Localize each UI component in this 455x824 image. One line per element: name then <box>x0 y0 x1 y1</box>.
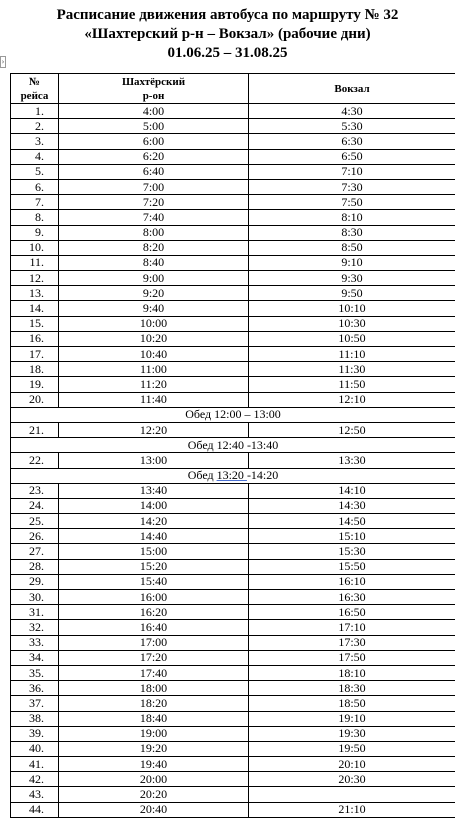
departure-to-cell: 14:50 <box>249 514 455 529</box>
trip-number-cell: 27. <box>11 544 59 559</box>
trip-number-cell: 10. <box>11 240 59 255</box>
departure-to-cell: 8:30 <box>249 225 455 240</box>
trip-number-cell: 44. <box>11 802 59 817</box>
departure-from-cell: 13:40 <box>59 483 249 498</box>
departure-to-cell: 12:50 <box>249 422 455 437</box>
trip-number-cell: 32. <box>11 620 59 635</box>
departure-from-cell: 19:00 <box>59 726 249 741</box>
table-row <box>11 362 455 377</box>
departure-from-cell: 11:40 <box>59 392 249 407</box>
departure-from-cell: 17:00 <box>59 635 249 650</box>
table-row <box>11 271 455 286</box>
departure-to-cell: 8:10 <box>249 210 455 225</box>
trip-number-cell: 39. <box>11 726 59 741</box>
trip-number-cell: 36. <box>11 681 59 696</box>
departure-to-cell: 6:30 <box>249 134 455 149</box>
trip-number-cell: 19. <box>11 377 59 392</box>
lunch-break-note <box>11 468 455 483</box>
trip-number-cell: 38. <box>11 711 59 726</box>
table-row <box>11 559 455 574</box>
lunch-note-prefix: Обед <box>187 468 217 483</box>
table-row <box>11 635 455 650</box>
departure-from-cell: 5:00 <box>59 119 249 134</box>
trip-number-cell: 42. <box>11 772 59 787</box>
departure-from-cell: 8:00 <box>59 225 249 240</box>
table-row <box>11 498 455 513</box>
departure-from-cell: 15:20 <box>59 559 249 574</box>
departure-from-cell: 8:40 <box>59 255 249 270</box>
table-row <box>11 696 455 711</box>
departure-to-cell: 19:10 <box>249 711 455 726</box>
trip-number-cell: 9. <box>11 225 59 240</box>
trip-number-cell: 26. <box>11 529 59 544</box>
table-row <box>11 665 455 680</box>
lunch-note-underlined-time: 13:20 <box>216 468 247 483</box>
table-row <box>11 149 455 164</box>
departure-to-cell: 4:30 <box>249 104 455 119</box>
table-row <box>11 164 455 179</box>
header-trip-number: № рейса <box>11 74 59 104</box>
departure-from-cell: 10:40 <box>59 347 249 362</box>
table-row <box>11 210 455 225</box>
departure-to-cell: 17:10 <box>249 620 455 635</box>
departure-to-cell: 14:10 <box>249 483 455 498</box>
trip-number-cell: 30. <box>11 590 59 605</box>
departure-from-cell: 17:40 <box>59 665 249 680</box>
header-from: Шахтёрский р-он <box>59 74 249 104</box>
table-row <box>11 240 455 255</box>
departure-to-cell: 9:30 <box>249 271 455 286</box>
departure-to-cell: 20:30 <box>249 772 455 787</box>
trip-number-cell: 43. <box>11 787 59 802</box>
trip-number-cell: 21. <box>11 422 59 437</box>
header-to: Вокзал <box>249 74 455 104</box>
departure-from-cell: 10:20 <box>59 331 249 346</box>
trip-number-cell: 4. <box>11 149 59 164</box>
title-line-3: 01.06.25 – 31.08.25 <box>167 45 288 61</box>
trip-number-cell: 41. <box>11 757 59 772</box>
departure-from-cell: 19:40 <box>59 757 249 772</box>
table-row <box>11 726 455 741</box>
trip-number-cell: 12. <box>11 271 59 286</box>
departure-from-cell: 11:00 <box>59 362 249 377</box>
table-row <box>11 134 455 149</box>
departure-from-cell: 14:20 <box>59 514 249 529</box>
departure-from-cell: 7:00 <box>59 179 249 194</box>
table-row <box>11 757 455 772</box>
departure-to-cell: 5:30 <box>249 119 455 134</box>
departure-from-cell: 15:40 <box>59 574 249 589</box>
departure-to-cell: 18:30 <box>249 681 455 696</box>
trip-number-cell: 17. <box>11 347 59 362</box>
departure-to-cell: 16:30 <box>249 590 455 605</box>
departure-from-cell: 14:00 <box>59 498 249 513</box>
departure-to-cell: 19:50 <box>249 741 455 756</box>
table-row <box>11 104 455 119</box>
trip-number-cell: 35. <box>11 665 59 680</box>
departure-from-cell: 10:00 <box>59 316 249 331</box>
trip-number-cell: 20. <box>11 392 59 407</box>
trip-number-cell: 8. <box>11 210 59 225</box>
table-row <box>11 195 455 210</box>
departure-from-cell: 20:40 <box>59 802 249 817</box>
lunch-break-row <box>11 468 455 483</box>
departure-to-cell: 11:50 <box>249 377 455 392</box>
lunch-break-note: Обед 12:40 -13:40 <box>11 438 455 453</box>
departure-to-cell: 16:10 <box>249 574 455 589</box>
trip-number-cell: 7. <box>11 195 59 210</box>
table-row <box>11 741 455 756</box>
departure-from-cell: 16:40 <box>59 620 249 635</box>
schedule-table <box>10 73 455 818</box>
departure-from-cell: 11:20 <box>59 377 249 392</box>
departure-to-cell: 13:30 <box>249 453 455 468</box>
departure-from-cell: 9:00 <box>59 271 249 286</box>
table-row <box>11 483 455 498</box>
table-row <box>11 802 455 817</box>
departure-to-cell: 7:10 <box>249 164 455 179</box>
table-row <box>11 681 455 696</box>
trip-number-cell: 40. <box>11 741 59 756</box>
departure-to-cell: 19:30 <box>249 726 455 741</box>
departure-to-cell: 10:30 <box>249 316 455 331</box>
trip-number-cell: 25. <box>11 514 59 529</box>
departure-from-cell: 20:20 <box>59 787 249 802</box>
table-row <box>11 453 455 468</box>
lunch-break-note: Обед 12:00 – 13:00 <box>11 407 455 422</box>
departure-from-cell: 18:40 <box>59 711 249 726</box>
schedule-body <box>11 104 455 818</box>
table-row <box>11 605 455 620</box>
departure-to-cell: 20:10 <box>249 757 455 772</box>
trip-number-cell: 1. <box>11 104 59 119</box>
departure-to-cell: 12:10 <box>249 392 455 407</box>
trip-number-cell: 5. <box>11 164 59 179</box>
table-row <box>11 620 455 635</box>
table-row <box>11 119 455 134</box>
departure-to-cell: 17:50 <box>249 650 455 665</box>
table-row <box>11 650 455 665</box>
table-row <box>11 225 455 240</box>
table-row <box>11 316 455 331</box>
trip-number-cell: 34. <box>11 650 59 665</box>
table-row <box>11 301 455 316</box>
table-move-handle-icon[interactable]: › <box>1 58 5 66</box>
departure-to-cell: 9:50 <box>249 286 455 301</box>
departure-to-cell: 10:50 <box>249 331 455 346</box>
lunch-break-row <box>11 438 455 453</box>
departure-from-cell: 18:20 <box>59 696 249 711</box>
lunch-note-suffix: -14:20 <box>246 468 279 483</box>
table-row <box>11 529 455 544</box>
departure-to-cell <box>249 787 455 802</box>
departure-to-cell: 17:30 <box>249 635 455 650</box>
trip-number-cell: 24. <box>11 498 59 513</box>
departure-to-cell: 15:30 <box>249 544 455 559</box>
departure-from-cell: 13:00 <box>59 453 249 468</box>
departure-from-cell: 7:40 <box>59 210 249 225</box>
departure-from-cell: 4:00 <box>59 104 249 119</box>
trip-number-cell: 33. <box>11 635 59 650</box>
departure-to-cell: 11:10 <box>249 347 455 362</box>
departure-to-cell: 6:50 <box>249 149 455 164</box>
table-row <box>11 711 455 726</box>
departure-from-cell: 18:00 <box>59 681 249 696</box>
trip-number-cell: 2. <box>11 119 59 134</box>
document-title <box>0 6 455 63</box>
table-row <box>11 772 455 787</box>
trip-number-cell: 29. <box>11 574 59 589</box>
table-row <box>11 422 455 437</box>
trip-number-cell: 11. <box>11 255 59 270</box>
table-row <box>11 514 455 529</box>
table-header-row <box>11 74 455 104</box>
departure-from-cell: 16:20 <box>59 605 249 620</box>
departure-from-cell: 12:20 <box>59 422 249 437</box>
departure-to-cell: 18:10 <box>249 665 455 680</box>
table-row <box>11 286 455 301</box>
departure-from-cell: 6:20 <box>59 149 249 164</box>
departure-from-cell: 6:00 <box>59 134 249 149</box>
departure-to-cell: 8:50 <box>249 240 455 255</box>
departure-to-cell: 21:10 <box>249 802 455 817</box>
departure-from-cell: 6:40 <box>59 164 249 179</box>
table-row <box>11 787 455 802</box>
trip-number-cell: 22. <box>11 453 59 468</box>
trip-number-cell: 15. <box>11 316 59 331</box>
trip-number-cell: 28. <box>11 559 59 574</box>
departure-from-cell: 9:40 <box>59 301 249 316</box>
departure-to-cell: 9:10 <box>249 255 455 270</box>
departure-to-cell: 11:30 <box>249 362 455 377</box>
table-row <box>11 331 455 346</box>
trip-number-cell: 6. <box>11 179 59 194</box>
trip-number-cell: 14. <box>11 301 59 316</box>
departure-from-cell: 7:20 <box>59 195 249 210</box>
table-row <box>11 179 455 194</box>
title-line-1: Расписание движения автобуса по маршруту № 32 <box>56 7 399 23</box>
trip-number-cell: 37. <box>11 696 59 711</box>
table-row <box>11 590 455 605</box>
departure-from-cell: 17:20 <box>59 650 249 665</box>
departure-from-cell: 19:20 <box>59 741 249 756</box>
departure-from-cell: 8:20 <box>59 240 249 255</box>
table-row <box>11 347 455 362</box>
trip-number-cell: 23. <box>11 483 59 498</box>
table-row <box>11 574 455 589</box>
departure-from-cell: 16:00 <box>59 590 249 605</box>
trip-number-cell: 13. <box>11 286 59 301</box>
trip-number-cell: 3. <box>11 134 59 149</box>
table-row <box>11 392 455 407</box>
departure-from-cell: 20:00 <box>59 772 249 787</box>
trip-number-cell: 31. <box>11 605 59 620</box>
departure-to-cell: 16:50 <box>249 605 455 620</box>
table-row <box>11 377 455 392</box>
departure-to-cell: 14:30 <box>249 498 455 513</box>
departure-from-cell: 9:20 <box>59 286 249 301</box>
lunch-break-row <box>11 407 455 422</box>
trip-number-cell: 16. <box>11 331 59 346</box>
table-row <box>11 544 455 559</box>
departure-to-cell: 18:50 <box>249 696 455 711</box>
departure-to-cell: 7:50 <box>249 195 455 210</box>
trip-number-cell: 18. <box>11 362 59 377</box>
departure-to-cell: 15:50 <box>249 559 455 574</box>
departure-to-cell: 7:30 <box>249 179 455 194</box>
departure-to-cell: 15:10 <box>249 529 455 544</box>
departure-from-cell: 15:00 <box>59 544 249 559</box>
departure-from-cell: 14:40 <box>59 529 249 544</box>
table-row <box>11 255 455 270</box>
departure-to-cell: 10:10 <box>249 301 455 316</box>
title-line-2: «Шахтерский р-н – Вокзал» (рабочие дни) <box>84 26 371 42</box>
